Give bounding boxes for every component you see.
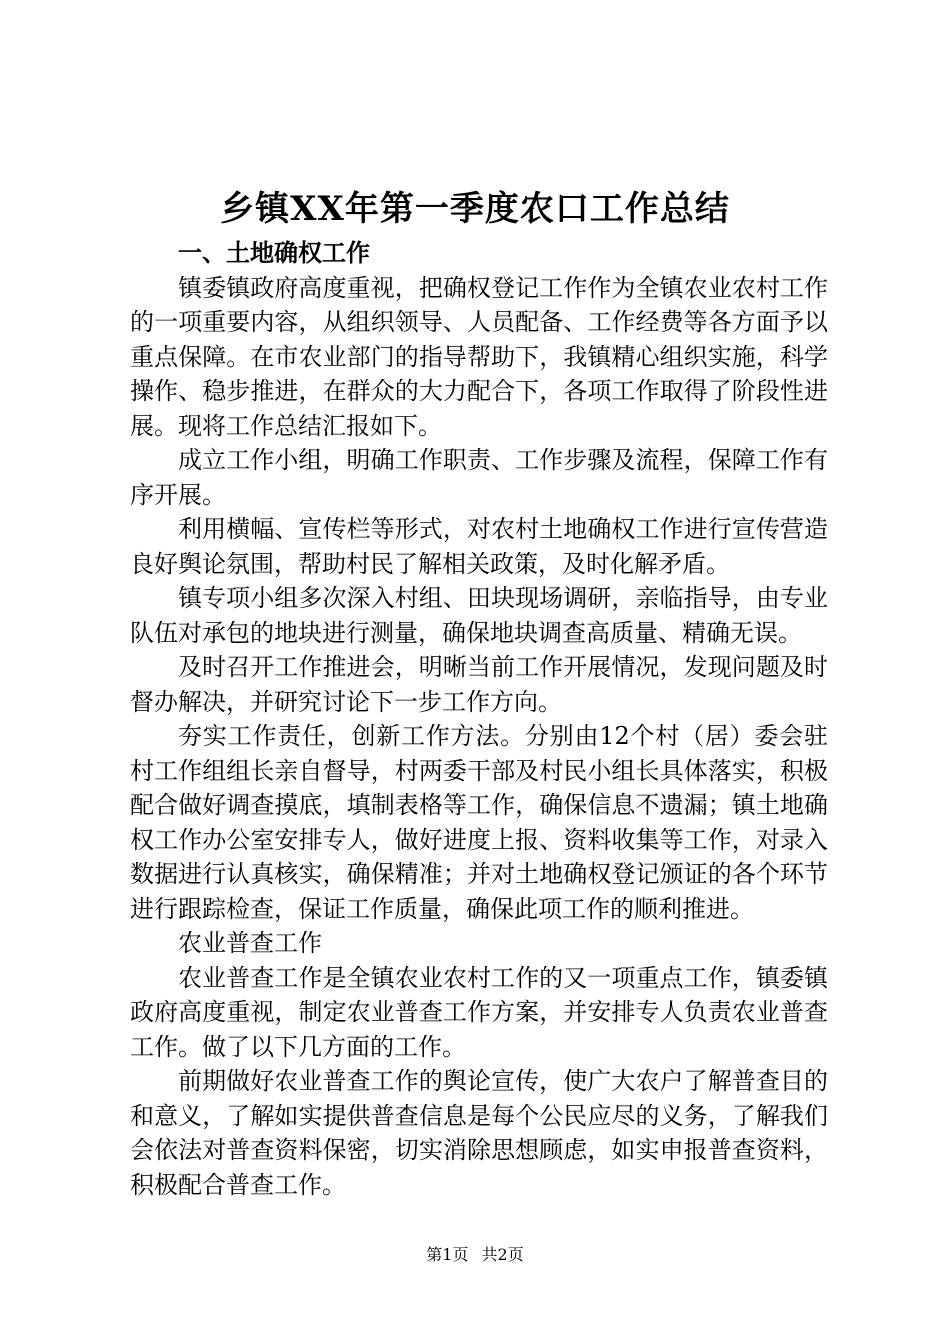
page-footer	[0, 1245, 950, 1265]
document-title: 乡镇XX年第一季度农口工作总结	[220, 189, 730, 229]
paragraph: 利用横幅、宣传栏等形式，对农村土地确权工作进行宣传营造良好舆论氛围，帮助村民了解相关政策，及时化解矛盾。	[130, 515, 828, 578]
paragraph: 镇专项小组多次深入村组、田块现场调研，亲临指导，由专业队伍对承包的地块进行测量，确保地块调查高质量、精确无误。	[130, 584, 828, 647]
paragraph: 夯实工作责任，创新工作方法。分别由12个村（居）委会驻村工作组组长亲自督导，村两委干部及村民小组长具体落实，积极配合做好调查摸底，填制表格等工作，确保信息不遗漏；镇土地确权工作办公室安排专人，做好进度上报、资料收集等工作，对录入数据进行认真核实，确保精准；并对土地确权登记颁证的各个环节进行跟踪检查，保证工作质量，确保此项工作的顺利推进。	[130, 722, 828, 923]
paragraph: 镇委镇政府高度重视，把确权登记工作作为全镇农业农村工作的一项重要内容，从组织领导、人员配备、工作经费等各方面予以重点保障。在市农业部门的指导帮助下，我镇精心组织实施，科学操作、稳步推进，在群众的大力配合下，各项工作取得了阶段性进展。现将工作总结汇报如下。	[130, 273, 828, 440]
paragraph: 及时召开工作推进会，明晰当前工作开展情况，发现问题及时督办解决，并研究讨论下一步工作方向。	[130, 653, 828, 716]
document-body	[130, 236, 828, 1202]
paragraph: 成立工作小组，明确工作职责、工作步骤及流程，保障工作有序开展。	[130, 446, 828, 509]
page-number: 第1页	[426, 1245, 469, 1264]
section-heading-agri-census: 农业普查工作	[178, 929, 322, 957]
section-heading-land-rights: 一、土地确权工作	[178, 239, 370, 267]
paragraph: 前期做好农业普查工作的舆论宣传，使广大农户了解普查目的和意义，了解如实提供普查信息是每个公民应尽的义务，了解我们会依法对普查资料保密，切实消除思想顾虑，如实申报普查资料，积极配合普查工作。	[130, 1067, 828, 1199]
page-total: 共2页	[481, 1245, 524, 1264]
paragraph: 农业普查工作是全镇农业农村工作的又一项重点工作，镇委镇政府高度重视，制定农业普查工作方案，并安排专人负责农业普查工作。做了以下几方面的工作。	[130, 963, 828, 1061]
